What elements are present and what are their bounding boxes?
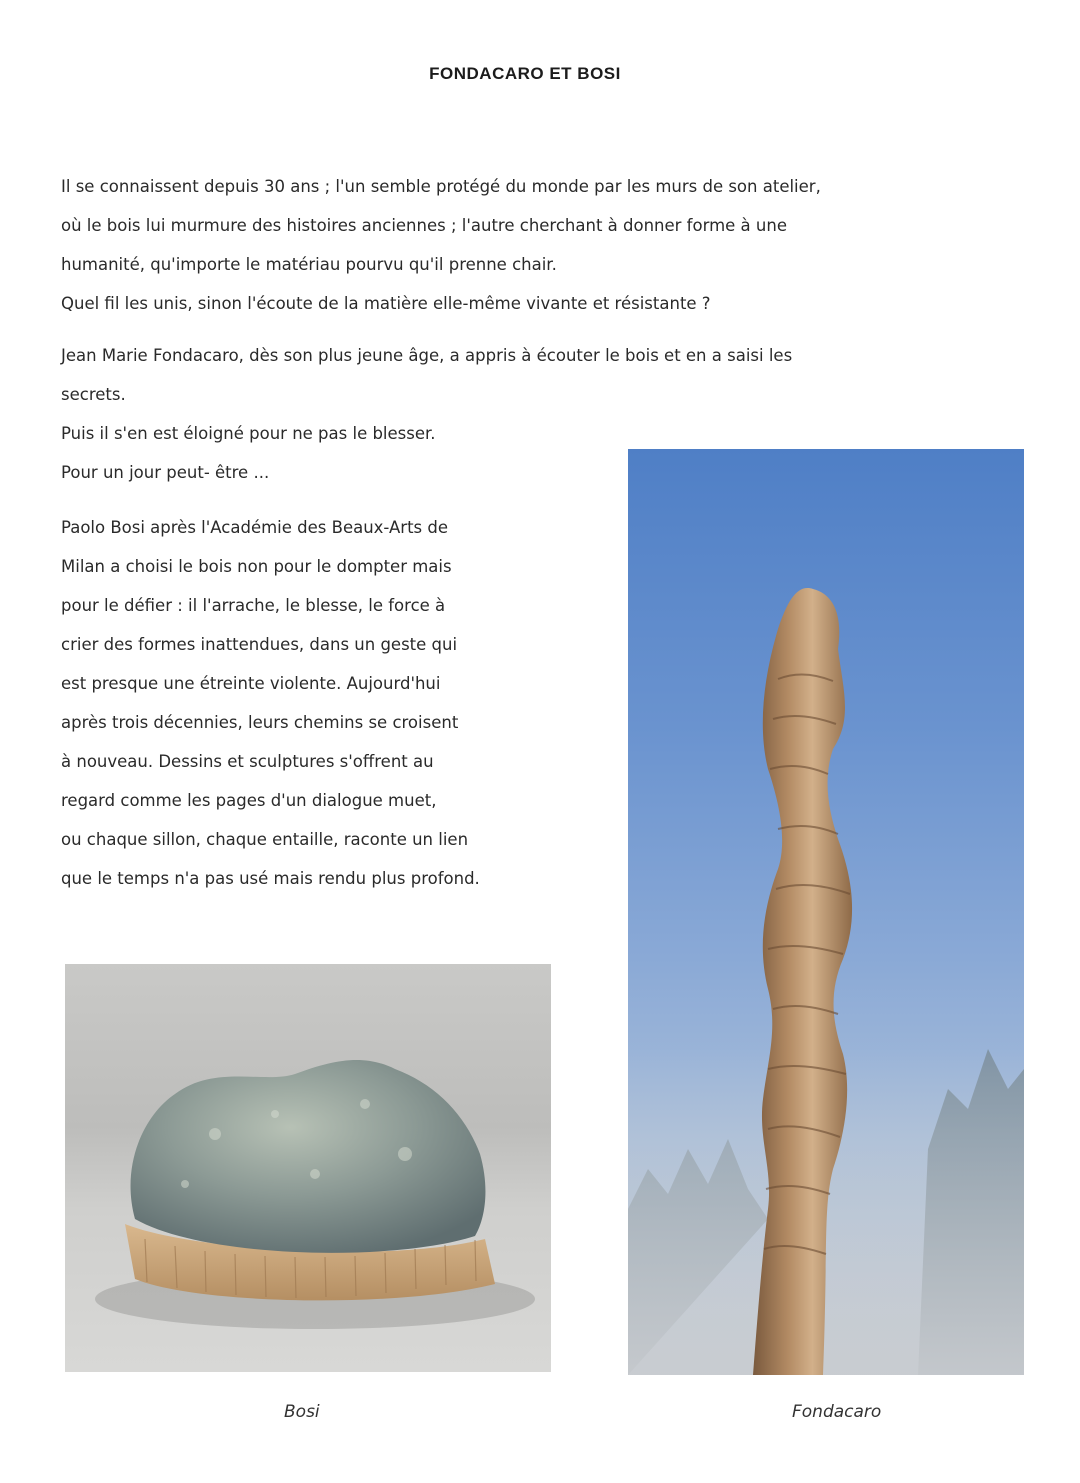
text-line: à nouveau. Dessins et sculptures s'offrent au [61,752,434,771]
text-line: Pour un jour peut- être ... [61,463,270,482]
text-line: où le bois lui murmure des histoires anciennes ; l'autre cherchant à donner forme à une [61,216,787,235]
caption-bosi: Bosi [284,1402,320,1422]
text-line: humanité, qu'importe le matériau pourvu qu'il prenne chair. [61,255,557,274]
text-line: après trois décennies, leurs chemins se croisent [61,713,459,732]
text-line: Quel fil les unis, sinon l'écoute de la matière elle-même vivante et résistante ? [61,294,711,313]
text-line: regard comme les pages d'un dialogue muet, [61,791,437,810]
wood-totem-illustration [628,449,1024,1375]
stone-sculpture-illustration [65,964,551,1372]
photo-bosi-sculpture [65,964,551,1372]
text-line: Milan a choisi le bois non pour le dompter mais [61,557,452,576]
text-line: secrets. [61,385,126,404]
text-line: ou chaque sillon, chaque entaille, raconte un lien [61,830,469,849]
text-line: Paolo Bosi après l'Académie des Beaux-Arts de [61,518,449,537]
text-line: crier des formes inattendues, dans un geste qui [61,635,458,654]
paragraph-intro [61,167,821,323]
text-line: que le temps n'a pas usé mais rendu plus profond. [61,869,480,888]
paragraph-bosi [61,508,480,898]
text-line: Il se connaissent depuis 30 ans ; l'un semble protégé du monde par les murs de son atelier, [61,177,821,196]
text-line: Puis il s'en est éloigné pour ne pas le blesser. [61,424,436,443]
text-line: est presque une étreinte violente. Aujourd'hui [61,674,441,693]
photo-fondacaro-sculpture [628,449,1024,1375]
caption-fondacaro: Fondacaro [792,1402,882,1422]
text-line: pour le défier : il l'arrache, le blesse, le force à [61,596,446,615]
text-line: Jean Marie Fondacaro, dès son plus jeune âge, a appris à écouter le bois et en a saisi les [61,346,793,365]
page-title: FONDACARO ET BOSI [429,64,621,83]
